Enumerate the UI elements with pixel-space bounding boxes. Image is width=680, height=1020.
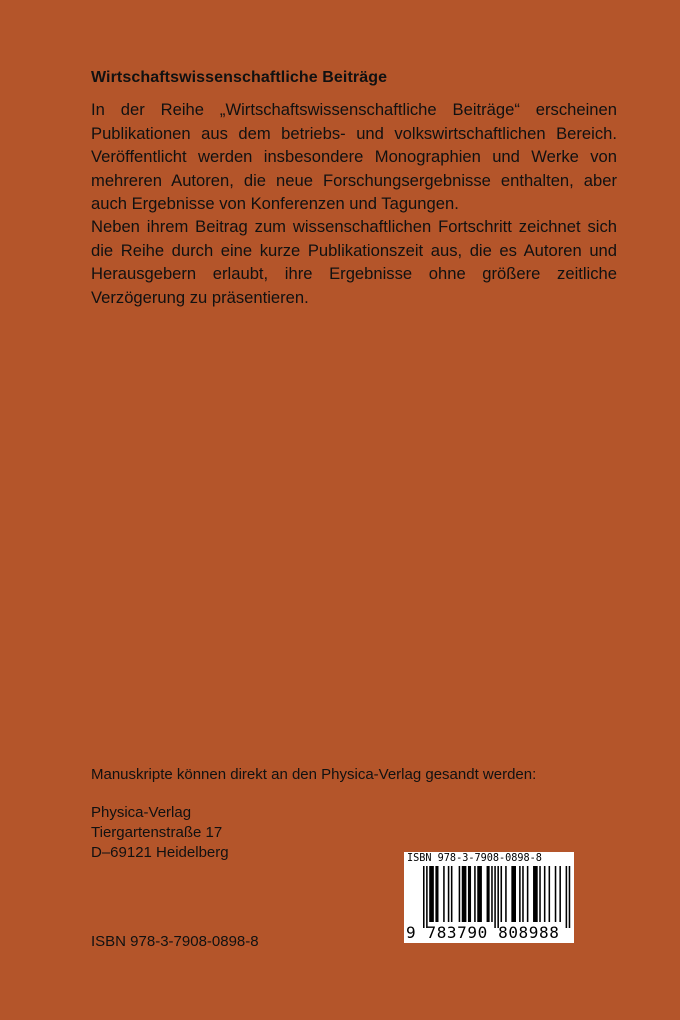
barcode-bar xyxy=(539,866,541,922)
barcode-bar xyxy=(459,866,461,922)
barcode-bar xyxy=(559,866,561,922)
barcode-bar xyxy=(505,866,507,922)
address-line-publisher: Physica-Verlag xyxy=(91,804,192,821)
isbn-text: ISBN 978-3-7908-0898-8 xyxy=(91,933,259,950)
barcode-bar xyxy=(487,866,490,922)
barcode-bar xyxy=(501,866,503,922)
barcode-bar xyxy=(443,866,445,922)
barcode xyxy=(404,852,574,943)
address-line-street: Tiergartenstraße 17 xyxy=(91,824,223,841)
barcode-bar xyxy=(448,866,450,922)
barcode-bar xyxy=(522,866,524,922)
barcode-bar xyxy=(429,866,434,922)
barcode-digits: 9 783790 808988 xyxy=(406,923,560,942)
barcode-bar xyxy=(519,866,521,922)
barcode-bar xyxy=(544,866,546,922)
series-benefits-paragraph: Neben ihrem Beitrag zum wissenschaftlichen Fortschritt zeichnet sich die Reihe durch eine kurze Publikationszeit aus, die es Autoren und Herausgebern erlaubt, ihre Ergebnisse ohne größere zeitliche Verzögerung zu präsentieren. xyxy=(91,217,617,307)
publisher-address xyxy=(91,803,229,863)
barcode-bar xyxy=(511,866,516,922)
barcode-bar xyxy=(474,866,476,922)
address-line-city: D–69121 Heidelberg xyxy=(91,844,229,861)
barcode-bar xyxy=(527,866,529,922)
barcode-bar xyxy=(566,866,568,928)
barcode-bar xyxy=(549,866,551,922)
barcode-bar xyxy=(494,866,496,928)
barcode-isbn-label: ISBN 978-3-7908-0898-8 xyxy=(407,853,542,864)
barcode-bar xyxy=(491,866,493,922)
barcode-bar xyxy=(435,866,438,922)
barcode-bar xyxy=(426,866,428,928)
series-description-paragraph: In der Reihe „Wirtschaftswissenschaftliche Beiträge“ erscheinen Publikationen aus dem betriebs- und volkswirtschaftlichen Bereich. Veröffentlicht werden insbesondere Monographien und Werke von mehreren Autoren, die neue Forschungsergebnisse enthalten, aber auch Ergebnisse von Konferenzen und Tagungen. xyxy=(91,100,617,214)
barcode-bar xyxy=(468,866,471,922)
barcode-bar xyxy=(477,866,482,922)
barcode-bar xyxy=(555,866,557,922)
barcode-bar xyxy=(423,866,425,928)
submission-note: Manuskripte können direkt an den Physica-Verlag gesandt werden: xyxy=(91,766,537,783)
barcode-bar xyxy=(497,866,499,928)
barcode-bar xyxy=(533,866,538,922)
barcode-bar xyxy=(569,866,571,928)
barcode-bar xyxy=(451,866,453,922)
series-title: Wirtschaftswissenschaftliche Beiträge xyxy=(91,69,388,86)
barcode-bar xyxy=(462,866,467,922)
